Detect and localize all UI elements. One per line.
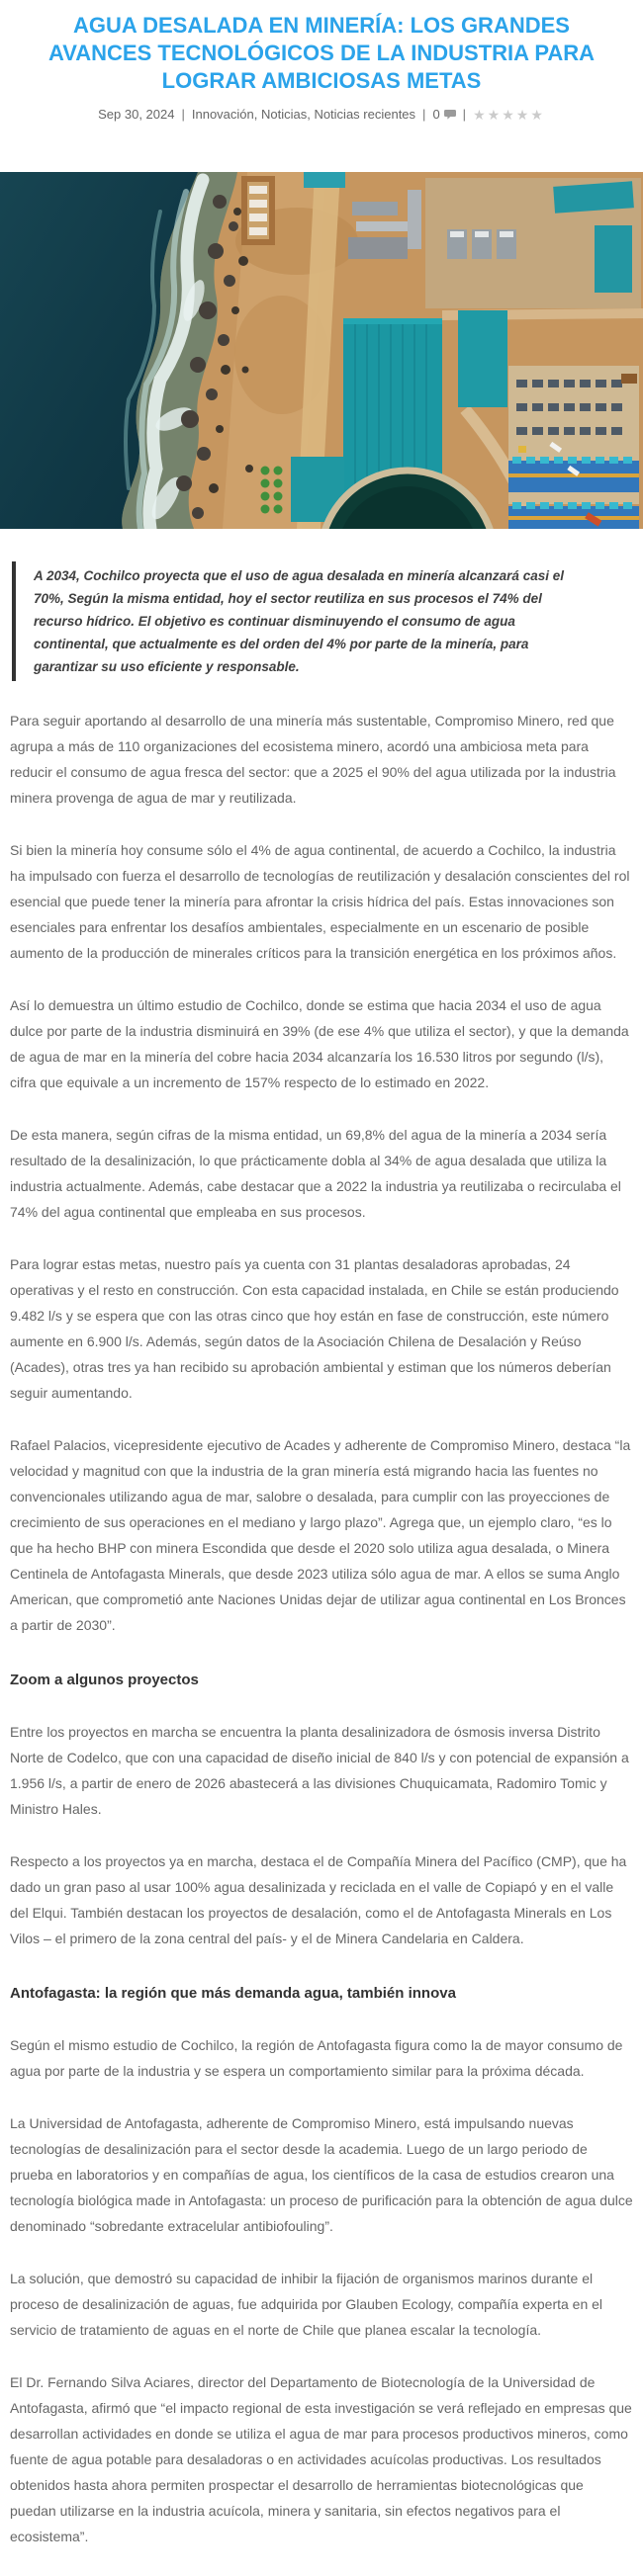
- paragraph: El Dr. Fernando Silva Aciares, director del Departamento de Biotecnología de la Universidad de Antofagasta, afirmó que “el impacto regional de esta investigación se verá reflejado en empresas que desarrollan actividades en donde se utiliza el agua de mar para procesos productivos mineros, como fuente de agua potable para desaladoras o en actividades acuícolas productivas. Los resultados obtenidos hasta ahora permiten prospectar el desarrollo de herramientas biotecnológicas que puedan utilizarse en la industria acuícola, minera y sanitaria, sin efectos negativos para el ecosistema”.: [10, 2373, 632, 2544]
- paragraph: La Universidad de Antofagasta, adherente de Compromiso Minero, está impulsando nuevas tecnologías de desalinización para el sector desde la academia. Luego de un largo periodo de prueba en laboratorios y en compañías de agua, los científicos de la casa de estudios crearon una tecnología biológica made in Antofagasta: un proceso de purificación para la obtención de agua dulce denominado “sobredante extracelular antibiofouling”.: [10, 2114, 633, 2234]
- hero-image: [0, 172, 643, 529]
- meta-separator: |: [422, 106, 426, 122]
- paragraph: Para seguir aportando al desarrollo de una minería más sustentable, Compromiso Minero, red que agrupa a más de 110 organizaciones del ecosistema minero, acordó una ambiciosa meta para reducir el consumo de agua fresca del sector: que a 2025 el 90% del agua utilizada por la industria minera provenga de agua de mar y reutilizada.: [10, 712, 616, 806]
- star-icon[interactable]: [530, 107, 545, 123]
- comment-count: 0: [432, 107, 440, 123]
- paragraph: Respecto a los proyectos ya en marcha, destaca el de Compañía Minera del Pacífico (CMP), que ha dado un gran paso al usar 100% agua desalinizada y reciclada en el valle de Copiapó y en el valle del Elqui. También destacan los proyectos de desalación, como el de Antofagasta Minerals en Los Vilos – el primero de la zona central del país- y el de Minera Candelaria en Caldera.: [10, 1852, 627, 1946]
- article-body: [0, 561, 643, 2549]
- paragraph: Si bien la minería hoy consume sólo el 4% de agua continental, de acuerdo a Cochilco, la industria ha impulsado con fuerza el desarrollo de tecnologías de reutilización y desalación conscientes del rol esencial que puede tener la minería para afrontar la crisis hídrica del país. Estas innovaciones son esenciales para enfrentar los desafíos ambientales, especialmente en un escenario de posible aumento de la producción de minerales críticos para la transición energética en los próximos años.: [10, 841, 630, 961]
- comment-count-link[interactable]: [432, 106, 455, 124]
- lead-quote: A 2034, Cochilco proyecta que el uso de agua desalada en minería alcanzará casi el 70%, Según la misma entidad, hoy el sector reutiliza en sus procesos el 74% del recurso hídrico. El objetivo es continuar disminuyendo el consumo de agua continental, que actualmente es del orden del 4% por parte de la minería, para garantizar su uso eficiente y responsable.: [12, 561, 633, 681]
- page-title: AGUA DESALADA EN MINERÍA: LOS GRANDES AVANCES TECNOLÓGICOS DE LA INDUSTRIA PARA LOGRAR AMBICIOSAS METAS: [47, 13, 596, 93]
- star-icon[interactable]: [473, 107, 488, 123]
- paragraph: Según el mismo estudio de Cochilco, la región de Antofagasta figura como la de mayor consumo de agua por parte de la industria y se espera un comportamiento similar para la próxima década.: [10, 2036, 623, 2079]
- paragraph: Así lo demuestra un último estudio de Cochilco, donde se estima que hacia 2034 el uso de agua dulce por parte de la industria disminuirá en 39% (de ese 4% que utiliza el sector), y que la demanda de agua de mar en la minería del cobre hacia 2034 alcanzaría los 16.530 litros por segundo (l/s), cifra que equivale a un incremento de 157% respecto de lo estimado en 2022.: [10, 996, 629, 1090]
- paragraph: De esta manera, según cifras de la misma entidad, un 69,8% del agua de la minería a 2034 sería resultado de la desalinización, lo que prácticamente dobla al 34% de agua desalada que utiliza la industria actualmente. Además, cabe destacar que a 2022 la industria ya reutilizaba o recirculaba el 74% del agua continental que empleaba en sus procesos.: [10, 1126, 621, 1220]
- section-heading-projects: Zoom a algunos proyectos: [10, 1671, 199, 1688]
- post-date: Sep 30, 2024: [98, 106, 175, 122]
- comment-icon: [444, 110, 456, 121]
- section-heading-antofagasta: Antofagasta: la región que más demanda agua, también innova: [10, 1984, 456, 2002]
- star-icon[interactable]: [488, 107, 503, 123]
- star-icon[interactable]: [516, 107, 531, 123]
- rating-stars[interactable]: [473, 106, 545, 125]
- paragraph: Rafael Palacios, vicepresidente ejecutivo de Acades y adherente de Compromiso Minero, destaca “la velocidad y magnitud con que la industria de la gran minería está migrando hacia las fuentes no convencionales utilizando agua de mar, salobre o desalada, para cumplir con las proyecciones de crecimiento de sus operaciones en el mediano y largo plazo”. Agrega que, un ejemplo claro, “es lo que ha hecho BHP con minera Escondida que desde el 2020 solo utiliza agua desalada, o Minera Centinela de Antofagasta Minerals, que desde 2023 utiliza sólo agua de mar. A ellos se suma Anglo American, que comprometió ante Naciones Unidas dejar de utilizar agua continental en Los Bronces a partir de 2030”.: [10, 1436, 631, 1633]
- paragraph: Entre los proyectos en marcha se encuentra la planta desalinizadora de ósmosis inversa Distrito Norte de Codelco, que con una capacidad de diseño inicial de 840 l/s y con potencial de expansión a 1.956 l/s, a partir de enero de 2026 abastecerá a las divisiones Chuquicamata, Radomiro Tomic y Ministro Hales.: [10, 1723, 629, 1817]
- meta-separator: |: [462, 106, 467, 122]
- post-meta: [0, 106, 643, 125]
- paragraph: La solución, que demostró su capacidad de inhibir la fijación de organismos marinos durante el proceso de desalinización de aguas, fue adquirida por Glauben Ecology, compañía experta en el servicio de tratamiento de aguas en el norte de Chile que planea escalar la tecnología.: [10, 2270, 603, 2338]
- star-icon[interactable]: [502, 107, 516, 123]
- paragraph: Para lograr estas metas, nuestro país ya cuenta con 31 plantas desaladoras aprobadas, 24 operativas y el resto en construcción. Con esta capacidad instalada, en Chile se están produciendo 9.482 l/s y se espera que con las otras cinco que hoy están en fase de construcción, este número aumente en 6.900 l/s. Además, según datos de la Asociación Chilena de Desalación y Reúso (Acades), otras tres ya han recibido su aprobación ambiental y estiman que los números deberían seguir aumentando.: [10, 1255, 619, 1401]
- meta-separator: |: [181, 106, 185, 122]
- post-categories-link[interactable]: Innovación, Noticias, Noticias recientes: [191, 106, 416, 122]
